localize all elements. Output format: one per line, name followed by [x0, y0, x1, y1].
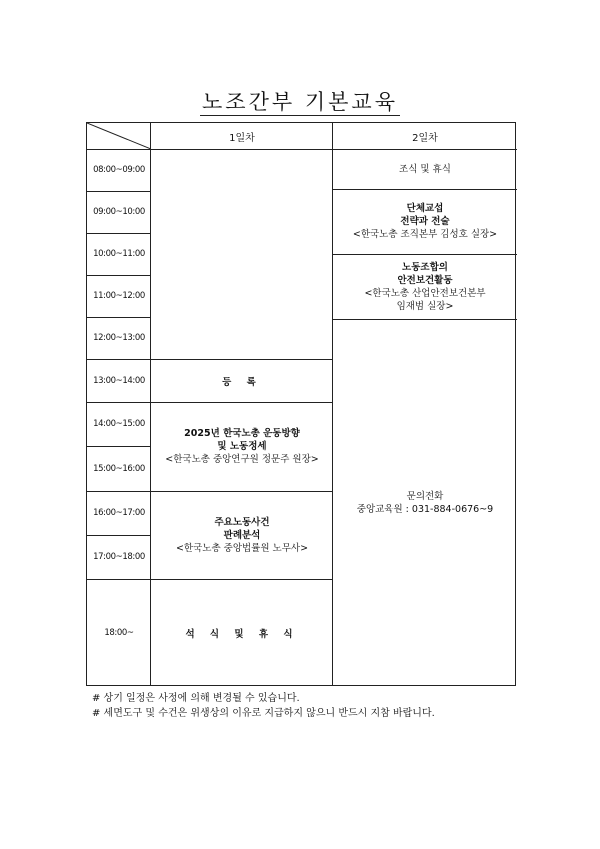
header-diagonal: [87, 123, 151, 149]
time-slot: 14:00~15:00: [93, 419, 145, 429]
title-underline: [200, 115, 400, 116]
time-slot: 17:00~18:00: [93, 552, 145, 562]
session-title: 전략과 전술: [400, 216, 450, 227]
session-title: 안전보건활동: [397, 274, 453, 286]
footnote: # 상기 일정은 사정에 의해 변경될 수 있습니다.: [92, 693, 300, 704]
schedule-table: [86, 122, 516, 686]
time-slot: 08:00~09:00: [93, 165, 145, 175]
breakfast-label: 조식 및 휴식: [399, 163, 451, 175]
time-slot: 15:00~16:00: [93, 463, 145, 474]
contact-value: 중앙교육원 : 031-884-0676~9: [356, 503, 494, 515]
time-slot: 18:00~: [104, 627, 134, 638]
day1-session1: [151, 402, 333, 491]
time-slot: 10:00~11:00: [93, 249, 145, 259]
session-title: 단체교섭: [406, 203, 444, 214]
session-title: 주요노동사건: [214, 516, 270, 528]
dinner-label: 석 식 및 휴 식: [185, 628, 299, 640]
session-title: 노동조합의: [402, 261, 448, 273]
row-divider: [151, 149, 333, 150]
session-title: 판례분석: [223, 529, 261, 541]
day2-session2: [333, 254, 517, 319]
session-title: 및 노동정세: [217, 441, 267, 452]
day1-session2: [151, 491, 333, 579]
session-speaker: <한국노총 조직본부 김성호 실장>: [352, 229, 498, 240]
session-speaker: 임재범 실장>: [396, 300, 454, 312]
column-header-day2: 2일차: [412, 132, 438, 144]
day2-session1: [333, 189, 517, 254]
time-slot: 16:00~17:00: [93, 508, 145, 518]
time-slot: 13:00~14:00: [93, 375, 145, 386]
page-title: 노조간부 기본교육: [202, 90, 398, 114]
day1-dinner: [151, 579, 333, 686]
time-slot: 11:00~12:00: [93, 291, 145, 301]
session-speaker: <한국노총 산업안전보건본부: [364, 287, 486, 299]
session-speaker: <한국노총 중앙법률원 노무사>: [175, 542, 309, 554]
footnote: # 세면도구 및 수건은 위생상의 이유로 지급하지 않으니 반드시 지참 바랍니다.: [92, 708, 435, 719]
session-speaker: <한국노총 중앙연구원 정문주 원장>: [165, 454, 319, 465]
column-header-day1: 1일차: [229, 132, 255, 144]
registration-label: 등 록: [222, 376, 262, 388]
time-slot: 09:00~10:00: [93, 207, 145, 217]
footnotes: [92, 691, 435, 721]
day2-breakfast: [333, 149, 517, 189]
time-slot: 12:00~13:00: [93, 333, 145, 343]
day1-registration: [151, 359, 333, 402]
session-title: 2025년 한국노총 운동방향: [184, 428, 300, 439]
contact-label: 문의전화: [406, 490, 444, 502]
day2-contact: [333, 319, 517, 686]
